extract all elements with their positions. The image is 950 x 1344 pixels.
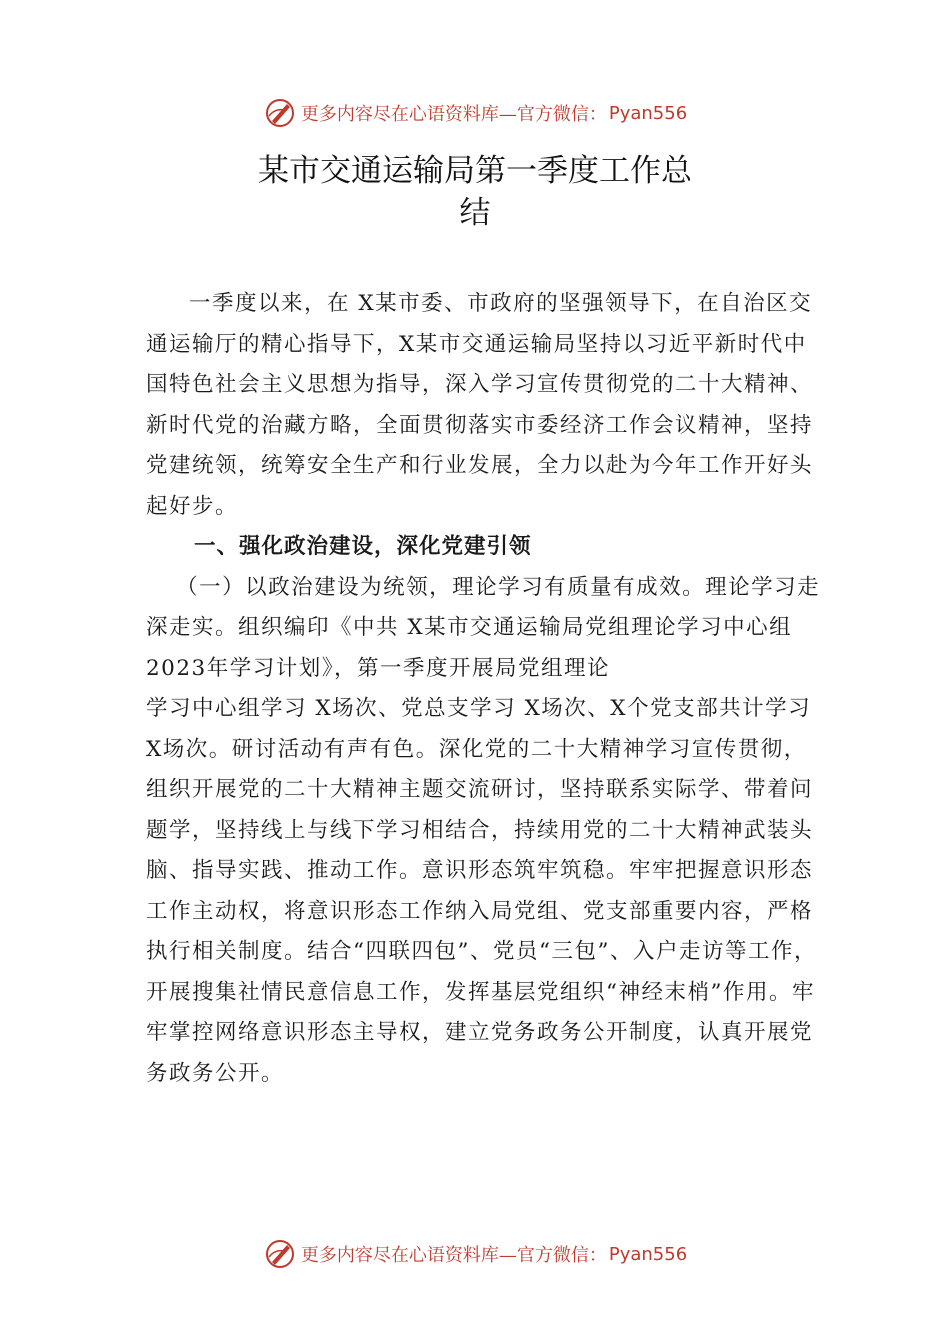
watermark-wechat-id: Pyan556 [608,1243,688,1265]
pen-logo-icon [263,1237,297,1271]
watermark-banner-top [0,91,950,135]
paragraph-subsection-1: （一）以政治建设为统领，理论学习有质量有成效。理论学习走深走实。组织编印《中共 X某市交通运输局党组理论学习中心组 2023年学习计划》，第一季度开展局党组理论 [146,574,821,681]
document-title [190,150,760,234]
pen-logo-icon [263,96,297,130]
title-line-2: 结 [459,195,491,231]
paragraph-intro: 一季度以来，在 X某市委、市政府的坚强领导下，在自治区交通运输厅的精心指导下，X某市交通运输局坚持以习近平新时代中国特色社会主义思想为指导，深入学习宣传贯彻党的二十大精神、新时代党的治藏方略，全面贯彻落实市委经济工作会议精神，坚持党建统领，统筹安全生产和行业发展，全力以赴为今年工作开好头起好步。 [146,291,814,519]
watermark-text: 更多内容尽在心语资料库—官方微信： [300,1245,607,1266]
watermark-banner-bottom [0,1232,950,1276]
title-line-1: 某市交通运输局第一季度工作总 [258,153,692,189]
document-body [146,284,826,1094]
watermark-wechat-id: Pyan556 [608,102,688,124]
paragraph-continued: 学习中心组学习 X场次、党总支学习 X场次、X个党支部共计学习 X场次。研讨活动有声有色。深化党的二十大精神学习宣传贯彻，组织开展党的二十大精神主题交流研讨，坚持联系实际学、带着问题学，坚持线上与线下学习相结合，持续用党的二十大精神武装头脑、指导实践、推动工作。意识形态筑牢筑稳。牢牢把握意识形态工作主动权，将意识形态工作纳入局党组、党支部重要内容，严格执行相关制度。结合“四联四包”、党员“三包”、入户走访等工作，开展搜集社情民意信息工作，发挥基层党组织“神经末梢”作用。牢牢掌控网络意识形态主导权，建立党务政务公开制度，认真开展党务政务公开。 [146,696,817,1086]
watermark-text: 更多内容尽在心语资料库—官方微信： [300,104,607,125]
section-heading-1: 一、强化政治建设，深化党建引领 [194,534,532,559]
